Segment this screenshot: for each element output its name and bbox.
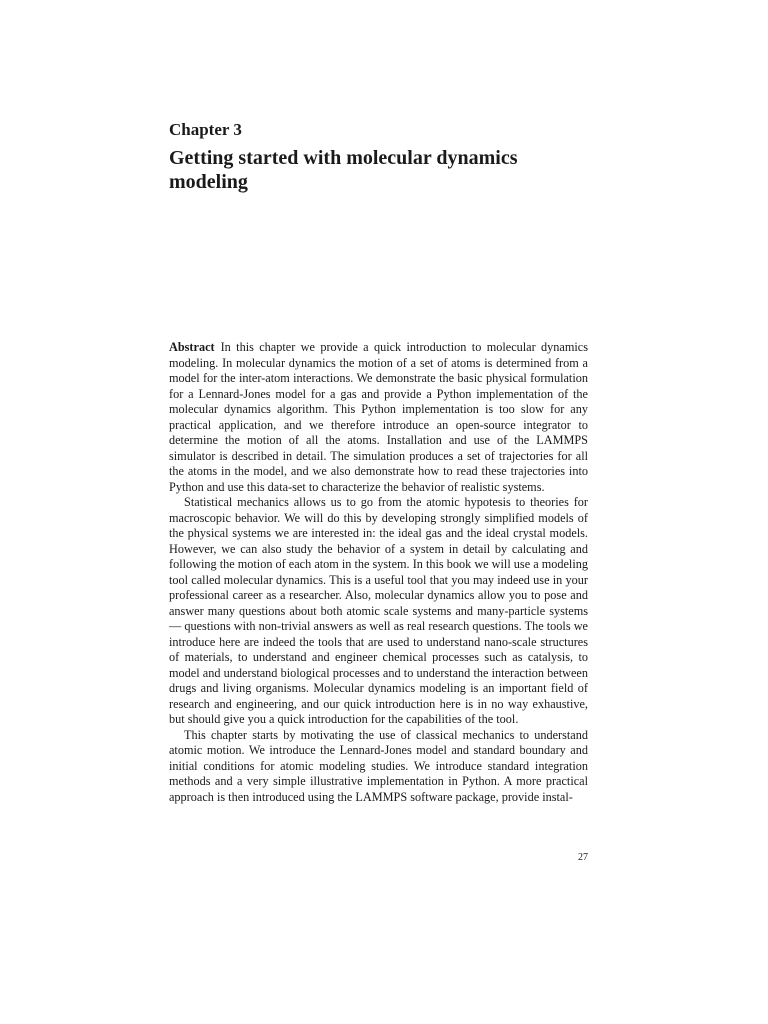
body-paragraph-1: Statistical mechanics allows us to go from the atomic hypotesis to theories for macroscopic behavior. We will do this by developing strongly simplified models of the physical systems we are interested in: the ideal gas and the ideal crystal models. However, we can also study the behavior of a system in detail by calculating and following the motion of each atom in the system. In this book we will use a modeling tool called molecular dynamics. This is a useful tool that you may indeed use in your professional career as a researcher. Also, molecular dynamics allow you to pose and answer many questions about both atomic scale systems and many-particle systems — questions with non-trivial answers as well as real research questions. The tools we introduce here are indeed the tools that are used to understand nano-scale structures of materials, to understand and engineer chemical processes such as catalysis, to model and understand biological processes and to understand the interaction between drugs and living organisms. Molecular dynamics modeling is an important field of research and engineering, and our quick introduction here is in no way exhaustive, but should give you a quick introduction for the capabilities of the tool. <box>169 495 588 726</box>
chapter-label: Chapter 3 <box>169 120 242 139</box>
abstract-label: Abstract <box>169 340 215 354</box>
body-paragraph-2: This chapter starts by motivating the use of classical mechanics to understand atomic motion. We introduce the Lennard-Jones model and standard boundary and initial conditions for atomic modeling studies. We introduce standard integration methods and a very simple illustrative implementation in Python. A more practical approach is then introduced using the LAMMPS software package, provide instal- <box>169 727 588 804</box>
chapter-title: Getting started with molecular dynamics modeling <box>169 147 518 193</box>
page-number: 27 <box>578 852 588 863</box>
abstract-text: In this chapter we provide a quick introduction to molecular dynamics modeling. In molecular dynamics the motion of a set of atoms is determined from a model for the inter-atom interactions. We demonstrate the basic physical formulation for a Lennard-Jones model for a gas and provide a Python implementation of the molecular dynamics algorithm. This Python implementation is too slow for any practical application, and we therefore introduce an open-source integrator to determine the motion of all the atoms. Installation and use of the LAMMPS simulator is described in detail. The simulation produces a set of trajectories for all the atoms in the model, and we also demonstrate how to read these trajectories into Python and use this data-set to characterize the behavior of realistic systems. <box>169 340 588 494</box>
body-text <box>169 340 588 805</box>
abstract-paragraph <box>169 340 588 495</box>
